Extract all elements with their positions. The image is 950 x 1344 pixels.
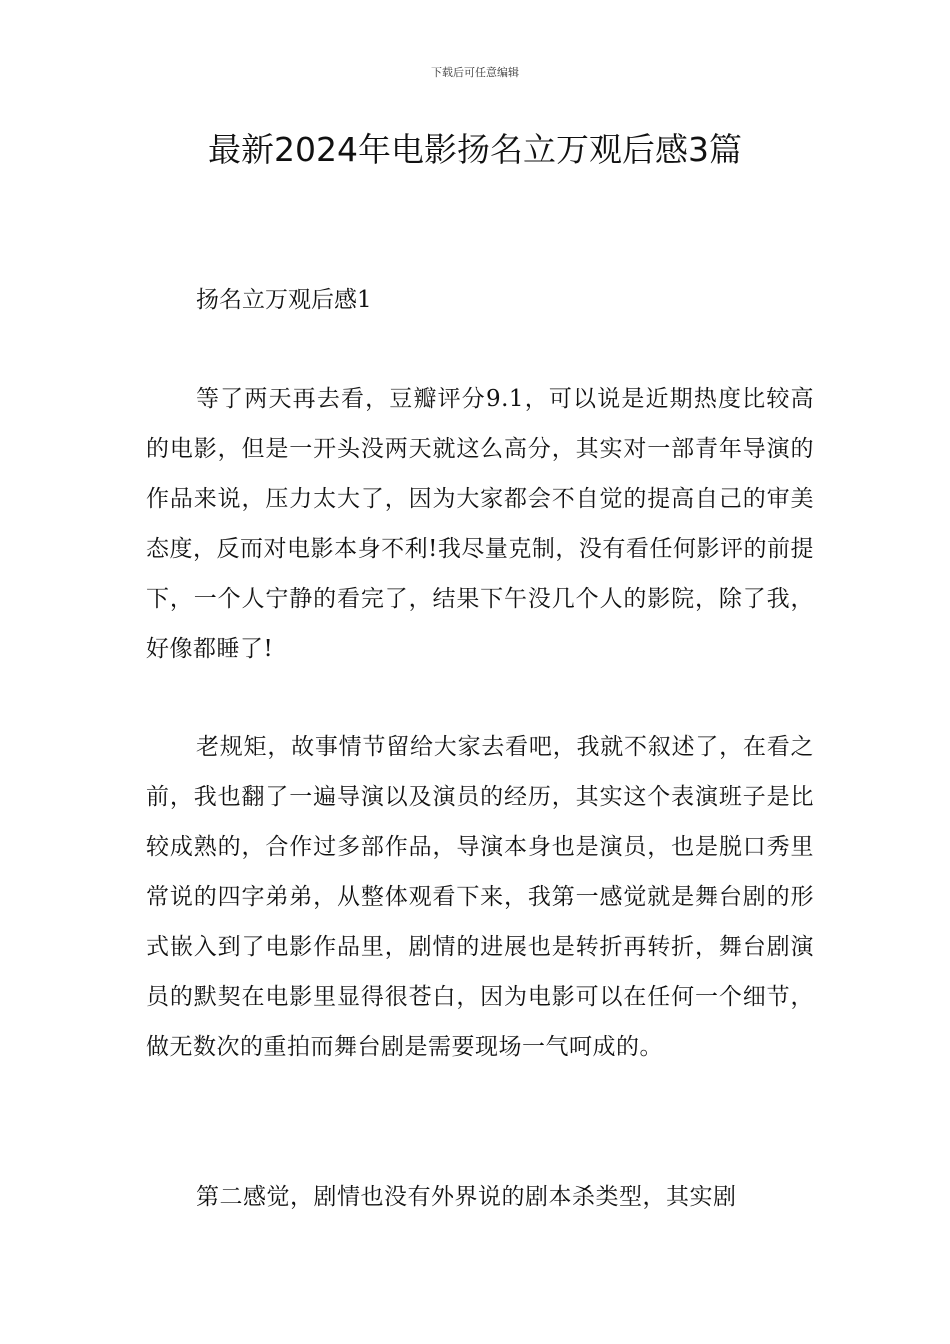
paragraph-1: 等了两天再去看，豆瓣评分9.1，可以说是近期热度比较高的电影，但是一开头没两天就这么高分，其实对一部青年导演的作品来说，压力太大了，因为大家都会不自觉的提高自己的审美态度，反而对电影本身不利!我尽量克制，没有看任何影评的前提下，一个人宁静的看完了，结果下午没几个人的影院，除了我，好像都睡了!: [146, 386, 814, 662]
paragraph-3: 第二感觉，剧情也没有外界说的剧本杀类型，其实剧: [196, 1184, 737, 1210]
paragraph-2: 老规矩，故事情节留给大家去看吧，我就不叙述了，在看之前，我也翻了一遍导演以及演员的经历，其实这个表演班子是比较成熟的，合作过多部作品，导演本身也是演员，也是脱口秀里常说的四字弟弟，从整体观看下来，我第一感觉就是舞台剧的形式嵌入到了电影作品里，剧情的进展也是转折再转折，舞台剧演员的默契在电影里显得很苍白，因为电影可以在任何一个细节，做无数次的重拍而舞台剧是需要现场一气呵成的。: [146, 734, 814, 1060]
header-note: 下载后可任意编辑: [431, 66, 519, 79]
section-heading: 扬名立万观后感1: [196, 287, 372, 313]
document-title: 最新2024年电影扬名立万观后感3篇: [208, 130, 742, 169]
